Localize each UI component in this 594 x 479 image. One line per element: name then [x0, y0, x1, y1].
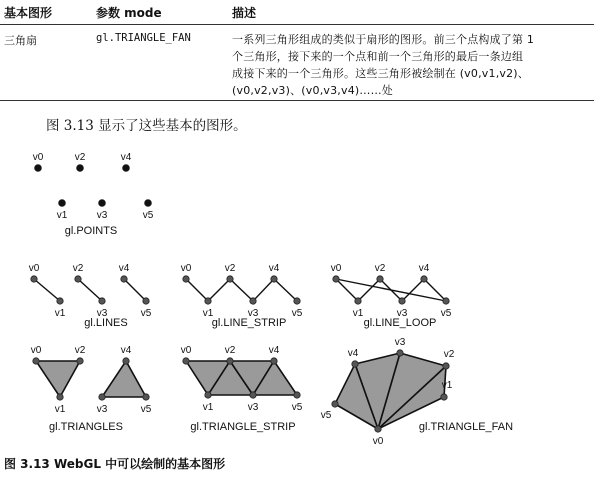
vertex-dot	[145, 200, 152, 207]
edge-line	[34, 279, 60, 301]
vertex-dot	[99, 200, 106, 207]
vertex-dot	[99, 298, 105, 304]
vertex-label: v4	[418, 263, 430, 274]
vertex-label: v0	[180, 345, 192, 356]
vertex-dot	[31, 276, 37, 282]
vertex-label: v3	[394, 337, 406, 348]
vertex-label: v0	[28, 263, 40, 274]
cell-mode: gl.TRIANGLE_FAN	[96, 32, 191, 44]
vertex-label: v5	[140, 308, 152, 319]
vertex-dot	[143, 394, 149, 400]
vertex-dot	[59, 200, 66, 207]
diagram-triangle-fan	[321, 337, 513, 447]
vertex-label: v5	[142, 210, 154, 221]
figure-caption: 图 3.13 WebGL 中可以绘制的基本图形	[4, 457, 226, 471]
vertex-dot	[421, 276, 427, 282]
vertex-dot	[333, 276, 339, 282]
diagram-triangle-strip	[181, 345, 303, 433]
vertex-label: v4	[118, 263, 130, 274]
vertex-label: v5	[320, 410, 332, 421]
vertex-label: v2	[74, 345, 86, 356]
diagram-label: gl.TRIANGLE_STRIP	[190, 421, 296, 433]
vertex-label: v0	[180, 263, 192, 274]
vertex-dot	[33, 358, 39, 364]
vertex-label: v1	[441, 380, 453, 391]
vertex-dot	[99, 394, 105, 400]
vertex-label: v0	[32, 152, 44, 163]
vertex-label: v3	[96, 404, 108, 415]
edge-line	[124, 279, 146, 301]
vertex-label: v1	[352, 308, 364, 319]
vertex-dot	[35, 165, 42, 172]
vertex-label: v5	[291, 308, 303, 319]
vertex-label: v4	[120, 345, 132, 356]
header-description: 描述	[232, 6, 257, 20]
cell-description-line: 个三角形，接下来的一个点和前一个三角形的最后一条边组	[232, 50, 524, 63]
vertex-label: v4	[347, 348, 359, 359]
edge-line	[402, 279, 424, 301]
diagram-label: gl.POINTS	[64, 225, 118, 237]
cell-description-line: 成接下来的一个三角形。这些三角形被绘制在 (v0,v1,v2)、	[232, 67, 529, 80]
vertex-label: v4	[120, 152, 132, 163]
vertex-dot	[397, 350, 403, 356]
vertex-dot	[443, 298, 449, 304]
vertex-label: v5	[140, 404, 152, 415]
diagram-label: gl.TRIANGLES	[49, 421, 123, 433]
vertex-dot	[294, 298, 300, 304]
vertex-dot	[399, 298, 405, 304]
vertex-dot	[123, 358, 129, 364]
edge-line	[336, 279, 446, 301]
vertex-dot	[205, 298, 211, 304]
vertex-label: v3	[396, 308, 408, 319]
diagram-line-strip	[181, 263, 303, 329]
vertex-dot	[121, 276, 127, 282]
vertex-dot	[375, 426, 381, 432]
header-primitive: 基本图形	[4, 6, 53, 20]
vertex-label: v3	[247, 402, 259, 413]
vertex-label: v3	[96, 210, 108, 221]
vertex-label: v5	[440, 308, 452, 319]
vertex-dot	[377, 276, 383, 282]
vertex-dot	[250, 392, 256, 398]
vertex-dot	[57, 394, 63, 400]
vertex-label: v5	[291, 402, 303, 413]
vertex-dot	[183, 358, 189, 364]
edge-line	[230, 279, 253, 301]
vertex-dot	[352, 361, 358, 367]
vertex-label: v2	[374, 263, 386, 274]
vertex-dot	[441, 394, 447, 400]
diagram-lines	[29, 263, 152, 329]
vertex-label: v2	[72, 263, 84, 274]
vertex-dot	[57, 298, 63, 304]
vertex-dot	[271, 358, 277, 364]
triangle	[36, 361, 80, 397]
vertex-label: v0	[30, 345, 42, 356]
vertex-label: v2	[224, 263, 236, 274]
vertex-label: v1	[202, 308, 214, 319]
vertex-label: v1	[54, 404, 66, 415]
edge-line	[274, 279, 297, 301]
cell-description-line: 一系列三角形组成的类似于扇形的图形。前三个点构成了第 1	[232, 33, 535, 46]
vertex-dot	[227, 276, 233, 282]
vertex-label: v1	[202, 402, 214, 413]
vertex-dot	[75, 276, 81, 282]
vertex-label: v3	[247, 308, 259, 319]
intro-paragraph: 图 3.13 显示了这些基本的图形。	[46, 118, 247, 134]
vertex-label: v0	[330, 263, 342, 274]
diagram-triangles	[31, 345, 152, 433]
vertex-dot	[183, 276, 189, 282]
diagram-label: gl.LINE_STRIP	[211, 317, 287, 329]
vertex-dot	[355, 298, 361, 304]
vertex-label: v4	[268, 263, 280, 274]
vertex-label: v0	[372, 436, 384, 447]
diagram-line-loop	[331, 263, 452, 329]
vertex-dot	[77, 165, 84, 172]
diagram-label: gl.TRIANGLE_FAN	[418, 421, 514, 433]
diagram-points	[33, 152, 154, 237]
vertex-dot	[294, 392, 300, 398]
edge-line	[208, 279, 230, 301]
diagram-label: gl.LINES	[84, 317, 128, 329]
vertex-label: v1	[56, 210, 68, 221]
vertex-dot	[227, 358, 233, 364]
vertex-label: v1	[54, 308, 66, 319]
vertex-dot	[143, 298, 149, 304]
header-mode: 参数 mode	[96, 6, 162, 20]
vertex-dot	[77, 358, 83, 364]
triangle	[102, 361, 146, 397]
edge-line	[78, 279, 102, 301]
cell-primitive-name: 三角扇	[4, 34, 37, 47]
vertex-dot	[250, 298, 256, 304]
vertex-dot	[123, 165, 130, 172]
vertex-label: v2	[74, 152, 86, 163]
vertex-dot	[332, 401, 338, 407]
diagram-label: gl.LINE_LOOP	[363, 317, 437, 329]
edge-line	[186, 279, 208, 301]
edge-line	[358, 279, 380, 301]
vertex-dot	[271, 276, 277, 282]
vertex-label: v2	[443, 349, 455, 360]
vertex-dot	[205, 392, 211, 398]
vertex-label: v3	[96, 308, 108, 319]
vertex-label: v2	[224, 345, 236, 356]
cell-description-line: (v0,v2,v3)、(v0,v3,v4)……处	[232, 84, 394, 97]
vertex-label: v4	[268, 345, 280, 356]
edge-line	[253, 279, 274, 301]
vertex-dot	[443, 363, 449, 369]
